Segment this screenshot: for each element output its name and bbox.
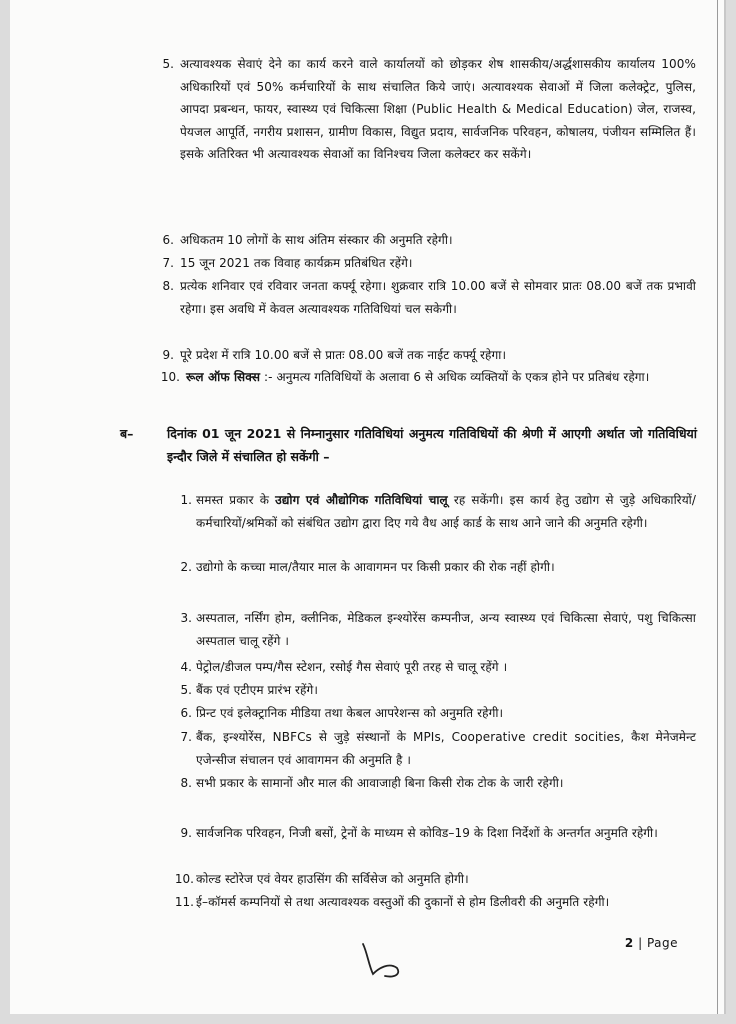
list-item: प्रत्येक शनिवार एवं रविवार जनता कर्फ्यू रहेगा। शुक्रवार रात्रि 10.00 बजें से सोमवार प्रातः 08.00 बजें तक प्रभावी रहेगा। इस अवधि में केवल अत्यावश्यक गतिविधियां चल सकेगी। [180, 279, 696, 316]
list-number: 11. [174, 895, 194, 909]
list-number: 1. [180, 493, 192, 507]
list-number: 9. [162, 348, 174, 362]
list-item: अत्यावश्यक सेवाएं देने का कार्य करने वाले कार्यालयों को छोड़कर शेष शासकीय/अर्द्धशासकीय कार्यालय 100% अधिकारियों एवं 50% कर्मचारियों के साथ संचालित किये जाएं। अत्यावश्यक सेवाओं में जिला कलेक्ट्रेट, पुलिस, आपदा प्रबन्धन, फायर, स्वास्थ्य एवं चिकित्सा शिक्षा (Public Health & Medical Education) जेल, राजस्व, पेयजल आपूर्ति, नगरीय प्रशासन, ग्रामीण विकास, विद्युत प्रदाय, सार्वजनिक परिवहन, कोषालय, पंजीयन सम्मिलित हैं। इसके अतिरिक्त भी अत्यावश्यक सेवाओं का विनिश्चय जिला कलेक्टर कर सकेंगे। [180, 57, 696, 161]
list-item: प्रिन्ट एवं इलेक्ट्रानिक मीडिया तथा केबल आपरेशन्स को अनुमति रहेगी। [196, 706, 504, 720]
list-item: 15 जून 2021 तक विवाह कार्यक्रम प्रतिबंधित रहेंगे। [180, 256, 413, 270]
list-item-text: :- अनुमत्य गतिविधियों के अलावा 6 से अधिक व्यक्तियों के एकत्र होने पर प्रतिबंध रहेगा। [260, 370, 650, 384]
list-item [186, 366, 696, 389]
bold-term: उद्योग एवं औद्योगिक गतिविधियां चालू [275, 493, 448, 507]
list-item: सार्वजनिक परिवहन, निजी बसों, ट्रेनों के माध्यम से कोविड–19 के दिशा निर्देशों के अन्तर्गत अनुमति रहेगी। [196, 826, 658, 840]
page-edge-line [717, 0, 718, 1014]
list-number: 10. [160, 370, 180, 384]
list-number: 7. [180, 730, 192, 744]
list-item: पूरे प्रदेश में रात्रि 10.00 बजें से प्रातः 08.00 बजें तक नाईट कर्फ्यू रहेगा। [180, 348, 507, 362]
page-footer [625, 936, 678, 950]
list-item-text: समस्त प्रकार के [196, 493, 276, 507]
list-number: 6. [162, 233, 174, 247]
list-number: 9. [180, 826, 192, 840]
section-label: ब– [120, 426, 134, 441]
list-number: 4. [180, 660, 192, 674]
list-number: 8. [162, 279, 174, 293]
list-item: अस्पताल, नर्सिंग होम, क्लीनिक, मेडिकल इन्श्योरेंस कम्पनीज, अन्य स्वास्थ्य एवं चिकित्सा सेवाएं, पशु चिकित्सा अस्पताल चालू रहेंगे । [196, 611, 696, 648]
list-number: 5. [180, 683, 192, 697]
footer-separator: | [638, 936, 643, 950]
section-heading: दिनांक 01 जून 2021 से निम्नानुसार गतिविधियां अनुमत्य गतिविधियों की श्रेणी में आएगी अर्थात जो गतिविधियां इन्दौर जिले में संचालित हो सकेंगी – [167, 426, 697, 464]
list-item: पेट्रोल/डीजल पम्प/गैस स्टेशन, रसोई गैस सेवाएं पूरी तरह से चालू रहेंगे । [196, 660, 508, 674]
list-number: 7. [162, 256, 174, 270]
list-item: कोल्ड स्टोरेज एवं वेयर हाउसिंग की सर्विसेज को अनुमति होगी। [196, 872, 469, 886]
list-number: 10. [174, 872, 194, 886]
list-item: उद्योगो के कच्चा माल/तैयार माल के आवागमन पर किसी प्रकार की रोक नहीं होगी। [196, 560, 555, 574]
list-number: 2. [180, 560, 192, 574]
list-item: अधिकतम 10 लोगों के साथ अंतिम संस्कार की अनुमति रहेगी। [180, 233, 453, 247]
list-number: 8. [180, 776, 192, 790]
list-item-text: रह सकेंगी। इस कार्य हेतु उद्योग से जुड़े अधिकारियों/कर्मचारियों/श्रमिकों को संबंधित उद्योग द्वारा दिए गये वैध आई कार्ड के साथ आने जाने की अनुमति रहेगी। [196, 493, 697, 530]
signature-mark [355, 938, 415, 988]
page-label: Page [646, 936, 678, 950]
list-item: सभी प्रकार के सामानों और माल की आवाजाही बिना किसी रोक टोक के जारी रहेगी। [196, 776, 564, 790]
bold-term: रूल ऑफ सिक्स [186, 370, 261, 384]
list-number: 5. [162, 57, 174, 71]
list-number: 6. [180, 706, 192, 720]
list-item: बैंक एवं एटीएम प्रारंभ रहेंगे। [196, 683, 319, 697]
page-number: 2 [624, 936, 634, 950]
list-number: 3. [180, 611, 192, 625]
list-item [196, 489, 696, 534]
list-item: बैंक, इन्श्योरेंस, NBFCs से जुड़े संस्थानों के MPIs, Cooperative credit socities, कैश मेनेजमेन्ट एजेन्सीज संचालन एवं आवागमन की अनुमति है । [196, 730, 696, 767]
list-item: ई–कॉमर्स कम्पनियों से तथा अत्यावश्यक वस्तुओं की दुकानों से होम डिलीवरी की अनुमति रहेगी। [196, 895, 610, 909]
